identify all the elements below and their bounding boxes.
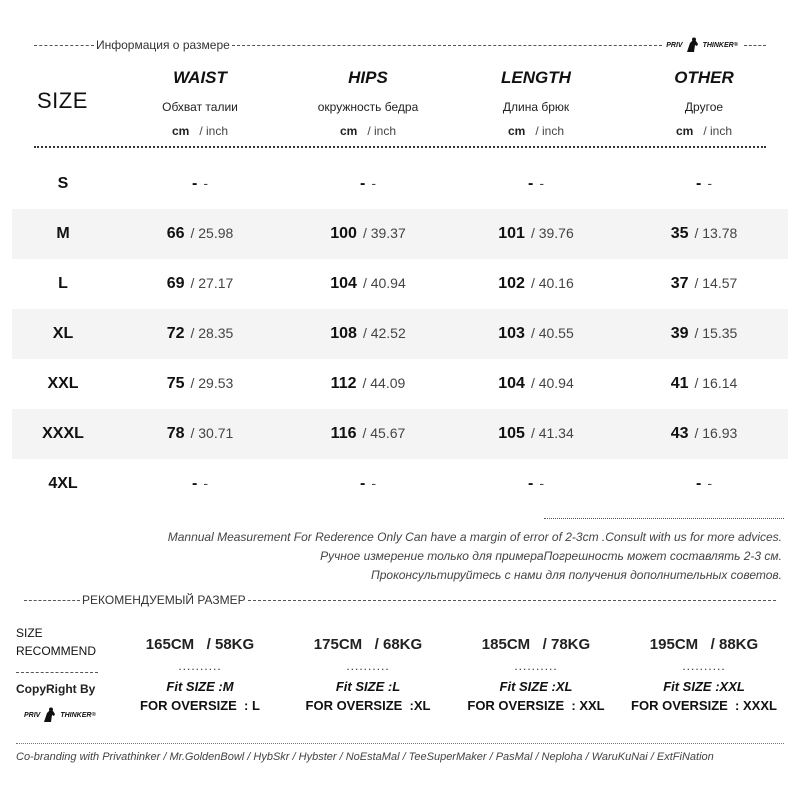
oversize-size: FOR OVERSIZE :XL <box>305 698 431 713</box>
size-recommend-label <box>16 624 96 660</box>
height-weight: 185CM / 78KG <box>481 636 591 653</box>
measure-cell <box>125 225 275 243</box>
cm-value: 116 <box>330 425 357 442</box>
inch-value: / 40.16 <box>530 275 574 291</box>
recommend-title-line <box>24 592 776 608</box>
cm-value: 108 <box>330 325 357 342</box>
inch-value: / 44.09 <box>362 375 406 391</box>
size-cell: 4XL <box>48 475 78 492</box>
cm-value: - <box>696 475 702 492</box>
measurement-notes <box>168 528 782 585</box>
measure-cell <box>293 425 443 443</box>
cm-value: 100 <box>330 225 357 242</box>
cm-value: 35 <box>670 225 689 242</box>
column-title-en: WAIST <box>173 68 227 87</box>
recommend-dots: .......... <box>346 659 390 673</box>
cm-value: 78 <box>166 425 185 442</box>
thinker-figure-icon <box>685 37 701 53</box>
logo-text-right: THINKER <box>702 41 734 49</box>
height-weight: 175CM / 68KG <box>313 636 423 653</box>
measure-cell <box>461 375 611 393</box>
measure-cell <box>293 225 443 243</box>
recommend-dots: .......... <box>682 659 726 673</box>
size-cell: XXL <box>47 375 79 392</box>
measure-cell <box>461 325 611 343</box>
table-row <box>12 209 788 259</box>
recommend-dots: .......... <box>178 659 222 673</box>
cobrand-divider <box>16 743 784 744</box>
note-line-ru-1: Ручное измерение только для примераПогрешность может составлять 2-3 см. <box>320 549 782 563</box>
inch-value: / 40.55 <box>530 325 574 341</box>
measure-cell <box>125 175 275 193</box>
size-cell: XXXL <box>42 425 84 442</box>
cobranding-text: Co-branding with Privathinker / Mr.GoldenBowl / HybSkr / Hybster / NoEstaMal / TeeSuperMaker / PasMal / Neploha / WaruKuNai / ExtFiNation <box>16 751 714 763</box>
measure-cell <box>293 475 443 493</box>
fit-size: Fit SIZE :XL <box>499 679 573 694</box>
measure-cell <box>125 275 275 293</box>
cm-value: 112 <box>330 375 357 392</box>
column-units <box>125 124 275 138</box>
copyright-label: CopyRight By <box>16 682 96 696</box>
fit-size: Fit SIZE :L <box>335 679 401 694</box>
column-units <box>293 124 443 138</box>
inch-value: - <box>371 175 376 191</box>
cm-value: - <box>360 175 366 192</box>
inch-value: / 16.93 <box>694 425 738 441</box>
measure-cell <box>461 425 611 443</box>
measure-cell <box>629 375 779 393</box>
size-table-header <box>0 62 800 144</box>
thinker-figure-icon <box>42 707 58 723</box>
column-units <box>629 124 779 138</box>
table-row <box>12 259 788 309</box>
cm-value: - <box>192 175 198 192</box>
cm-value: 69 <box>166 275 185 292</box>
cm-value: 37 <box>670 275 689 292</box>
inch-value: / 13.78 <box>694 225 738 241</box>
cm-value: - <box>528 475 534 492</box>
hips-column-heading <box>293 68 443 138</box>
inch-value: / 29.53 <box>190 375 234 391</box>
inch-value: - <box>707 475 712 491</box>
note-line-en: Mannual Measurement For Rederence Only Can have a margin of error of 2-3cm .Consult with us for more advices. <box>167 530 782 544</box>
measure-cell <box>461 275 611 293</box>
inch-value: / 16.14 <box>694 375 738 391</box>
title-dashes-tail <box>744 45 766 46</box>
measure-cell <box>125 325 275 343</box>
recommend-dashes-right <box>248 600 776 601</box>
inch-value: - <box>707 175 712 191</box>
measure-cell <box>629 225 779 243</box>
column-title-ru: Другое <box>684 100 724 114</box>
cm-value: 41 <box>670 375 689 392</box>
logo-registered-mark: ® <box>91 712 96 718</box>
unit-inch: / inch <box>199 124 229 138</box>
inch-value: - <box>371 475 376 491</box>
inch-value: - <box>203 475 208 491</box>
recommend-title: РЕКОМЕНДУЕМЫЙ РАЗМЕР <box>82 593 246 607</box>
title-dashes-left <box>34 45 94 46</box>
size-cell: S <box>57 175 69 192</box>
logo-registered-mark: ® <box>733 42 738 48</box>
size-cell: L <box>58 275 68 292</box>
recommend-item <box>619 636 789 713</box>
oversize-size: FOR OVERSIZE : L <box>140 698 260 713</box>
inch-value: - <box>539 175 544 191</box>
inch-value: / 45.67 <box>362 425 406 441</box>
column-title-ru: окружность бедра <box>317 100 419 114</box>
cm-value: 43 <box>670 425 689 442</box>
cm-value: 104 <box>498 375 525 392</box>
unit-cm: cm <box>339 124 358 138</box>
cm-value: - <box>696 175 702 192</box>
header-dotted-divider <box>34 146 766 148</box>
column-title-en: HIPS <box>348 68 388 87</box>
measure-cell <box>125 475 275 493</box>
recommend-item <box>283 636 453 713</box>
unit-inch: / inch <box>367 124 397 138</box>
table-row <box>12 159 788 209</box>
measure-cell <box>293 175 443 193</box>
cm-value: 75 <box>166 375 185 392</box>
inch-value: / 14.57 <box>694 275 738 291</box>
brand-logo-top <box>666 37 738 53</box>
table-row <box>12 359 788 409</box>
logo-text-left: PRIV <box>24 711 41 719</box>
size-info-title: Информация о размере <box>96 38 230 52</box>
inch-value: / 28.35 <box>190 325 234 341</box>
measure-cell <box>629 325 779 343</box>
cm-value: - <box>528 175 534 192</box>
measure-cell <box>125 375 275 393</box>
cm-value: 72 <box>166 325 185 342</box>
fit-size: Fit SIZE :M <box>166 679 234 694</box>
measure-cell <box>629 425 779 443</box>
column-units <box>461 124 611 138</box>
other-column-heading <box>629 68 779 138</box>
table-row <box>12 409 788 459</box>
inch-value: / 27.17 <box>190 275 234 291</box>
measure-cell <box>293 275 443 293</box>
size-column-heading: SIZE <box>37 88 88 113</box>
measure-cell <box>125 425 275 443</box>
inch-value: / 39.76 <box>530 225 574 241</box>
inch-value: / 42.52 <box>362 325 406 341</box>
oversize-size: FOR OVERSIZE : XXXL <box>631 698 777 713</box>
unit-cm: cm <box>675 124 694 138</box>
table-row <box>12 459 788 509</box>
inch-value: - <box>203 175 208 191</box>
recommend-dots: .......... <box>514 659 558 673</box>
size-cell: XL <box>52 325 74 342</box>
waist-column-heading <box>125 68 275 138</box>
cm-value: 101 <box>498 225 525 242</box>
oversize-size: FOR OVERSIZE : XXL <box>467 698 605 713</box>
logo-text-left: PRIV <box>666 41 683 49</box>
measure-cell <box>461 175 611 193</box>
column-title-ru: Длина брюк <box>502 100 570 114</box>
recommend-label-divider <box>16 672 98 673</box>
cm-value: - <box>360 475 366 492</box>
unit-cm: cm <box>507 124 526 138</box>
measure-cell <box>629 175 779 193</box>
inch-value: / 30.71 <box>190 425 234 441</box>
length-column-heading <box>461 68 611 138</box>
height-weight: 195CM / 88KG <box>649 636 759 653</box>
cm-value: - <box>192 475 198 492</box>
inch-value: - <box>539 475 544 491</box>
unit-inch: / inch <box>535 124 565 138</box>
cm-value: 104 <box>330 275 357 292</box>
inch-value: / 15.35 <box>694 325 738 341</box>
column-title-ru: Обхват талии <box>162 100 238 114</box>
unit-inch: / inch <box>703 124 733 138</box>
height-weight: 165CM / 58KG <box>145 636 255 653</box>
note-line-ru-2: Проконсультируйтесь с нами для получения дополнительных советов. <box>371 568 782 582</box>
inch-value: / 40.94 <box>362 275 406 291</box>
measure-cell <box>293 375 443 393</box>
cm-value: 102 <box>498 275 525 292</box>
recommend-item <box>115 636 285 713</box>
column-title-en: LENGTH <box>501 68 571 87</box>
size-cell: M <box>56 225 70 242</box>
inch-value: / 41.34 <box>530 425 574 441</box>
fit-size: Fit SIZE :XXL <box>663 679 745 694</box>
recommend-label-line2: RECOMMEND <box>16 644 96 658</box>
brand-logo-bottom <box>24 707 96 723</box>
inch-value: / 39.37 <box>362 225 406 241</box>
inch-value: / 40.94 <box>530 375 574 391</box>
title-dashes-right <box>232 45 662 46</box>
cm-value: 103 <box>498 325 525 342</box>
recommend-label-line1: SIZE <box>16 626 43 640</box>
notes-dotted-divider <box>544 518 784 519</box>
unit-cm: cm <box>171 124 190 138</box>
recommend-dashes-left <box>24 600 80 601</box>
cm-value: 66 <box>166 225 185 242</box>
recommend-item <box>451 636 621 713</box>
column-title-en: OTHER <box>674 68 734 87</box>
measure-cell <box>629 475 779 493</box>
size-info-title-line <box>34 36 766 54</box>
measure-cell <box>629 275 779 293</box>
table-row <box>12 309 788 359</box>
measure-cell <box>461 475 611 493</box>
cm-value: 39 <box>670 325 689 342</box>
measure-cell <box>461 225 611 243</box>
inch-value: / 25.98 <box>190 225 234 241</box>
measure-cell <box>293 325 443 343</box>
cm-value: 105 <box>498 425 525 442</box>
logo-text-right: THINKER <box>60 711 92 719</box>
